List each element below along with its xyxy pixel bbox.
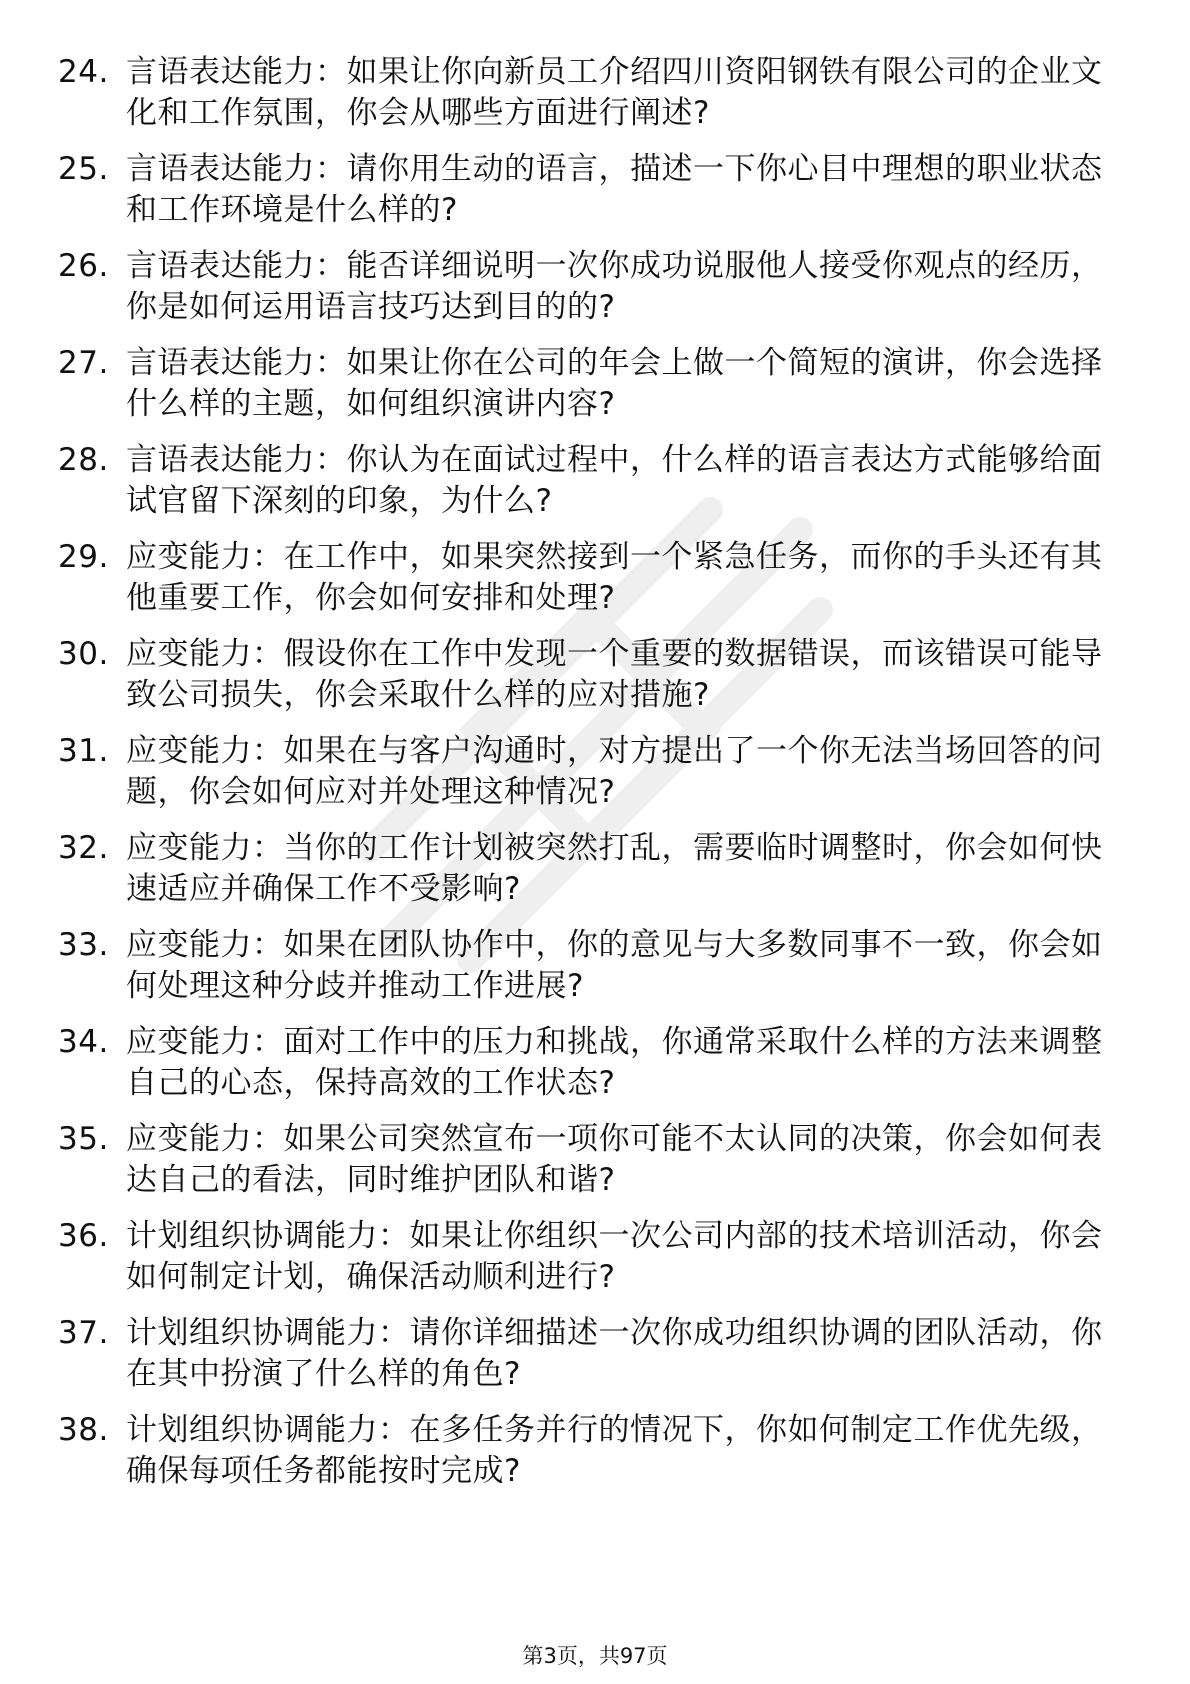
- list-item: [58, 1216, 1128, 1313]
- list-item: [58, 52, 1128, 149]
- item-text: 应变能力：在工作中，如果突然接到一个紧急任务，而你的手头还有其他重要工作，你会如何安排和处理?: [126, 539, 1103, 616]
- list-item: [58, 537, 1128, 634]
- question-list: [58, 52, 1128, 1507]
- item-number: 25.: [58, 151, 109, 187]
- item-text: 言语表达能力：能否详细说明一次你成功说服他人接受你观点的经历，你是如何运用语言技巧达到目的的?: [126, 248, 1103, 325]
- item-text: 言语表达能力：如果让你向新员工介绍四川资阳钢铁有限公司的企业文化和工作氛围，你会从哪些方面进行阐述?: [126, 54, 1103, 131]
- item-number: 38.: [58, 1412, 109, 1448]
- list-item: [58, 1410, 1128, 1507]
- item-number: 30.: [58, 636, 109, 672]
- item-text: 言语表达能力：你认为在面试过程中，什么样的语言表达方式能够给面试官留下深刻的印象，为什么?: [126, 442, 1103, 519]
- item-text: 应变能力：如果在团队协作中，你的意见与大多数同事不一致，你会如何处理这种分歧并推动工作进展?: [126, 927, 1103, 1004]
- item-text: 应变能力：当你的工作计划被突然打乱，需要临时调整时，你会如何快速适应并确保工作不受影响?: [126, 830, 1103, 907]
- list-item: [58, 925, 1128, 1022]
- item-text: 计划组织协调能力：请你详细描述一次你成功组织协调的团队活动，你在其中扮演了什么样的角色?: [126, 1315, 1103, 1392]
- item-text: 应变能力：如果公司突然宣布一项你可能不太认同的决策，你会如何表达自己的看法，同时维护团队和谐?: [126, 1121, 1103, 1198]
- page-number: 第3页，共97页: [522, 1644, 668, 1668]
- item-number: 26.: [58, 248, 109, 284]
- list-item: [58, 828, 1128, 925]
- item-number: 31.: [58, 733, 109, 769]
- list-item: [58, 343, 1128, 440]
- item-number: 33.: [58, 927, 109, 963]
- list-item: [58, 1022, 1128, 1119]
- item-number: 24.: [58, 54, 109, 90]
- list-item: [58, 1313, 1128, 1410]
- item-text: 计划组织协调能力：在多任务并行的情况下，你如何制定工作优先级，确保每项任务都能按时完成?: [126, 1412, 1103, 1489]
- item-text: 言语表达能力：如果让你在公司的年会上做一个简短的演讲，你会选择什么样的主题，如何组织演讲内容?: [126, 345, 1103, 422]
- item-number: 37.: [58, 1315, 109, 1351]
- item-text: 应变能力：如果在与客户沟通时，对方提出了一个你无法当场回答的问题，你会如何应对并处理这种情况?: [126, 733, 1103, 810]
- item-number: 35.: [58, 1121, 109, 1157]
- item-text: 计划组织协调能力：如果让你组织一次公司内部的技术培训活动，你会如何制定计划，确保活动顺利进行?: [126, 1218, 1103, 1295]
- list-item: [58, 246, 1128, 343]
- item-number: 32.: [58, 830, 109, 866]
- item-text: 言语表达能力：请你用生动的语言，描述一下你心目中理想的职业状态和工作环境是什么样的?: [126, 151, 1103, 228]
- list-item: [58, 1119, 1128, 1216]
- item-text: 应变能力：假设你在工作中发现一个重要的数据错误，而该错误可能导致公司损失，你会采取什么样的应对措施?: [126, 636, 1103, 713]
- list-item: [58, 731, 1128, 828]
- item-number: 27.: [58, 345, 109, 381]
- item-number: 29.: [58, 539, 109, 575]
- list-item: [58, 634, 1128, 731]
- item-text: 应变能力：面对工作中的压力和挑战，你通常采取什么样的方法来调整自己的心态，保持高效的工作状态?: [126, 1024, 1103, 1101]
- item-number: 28.: [58, 442, 109, 478]
- list-item: [58, 440, 1128, 537]
- item-number: 36.: [58, 1218, 109, 1254]
- item-number: 34.: [58, 1024, 109, 1060]
- list-item: [58, 149, 1128, 246]
